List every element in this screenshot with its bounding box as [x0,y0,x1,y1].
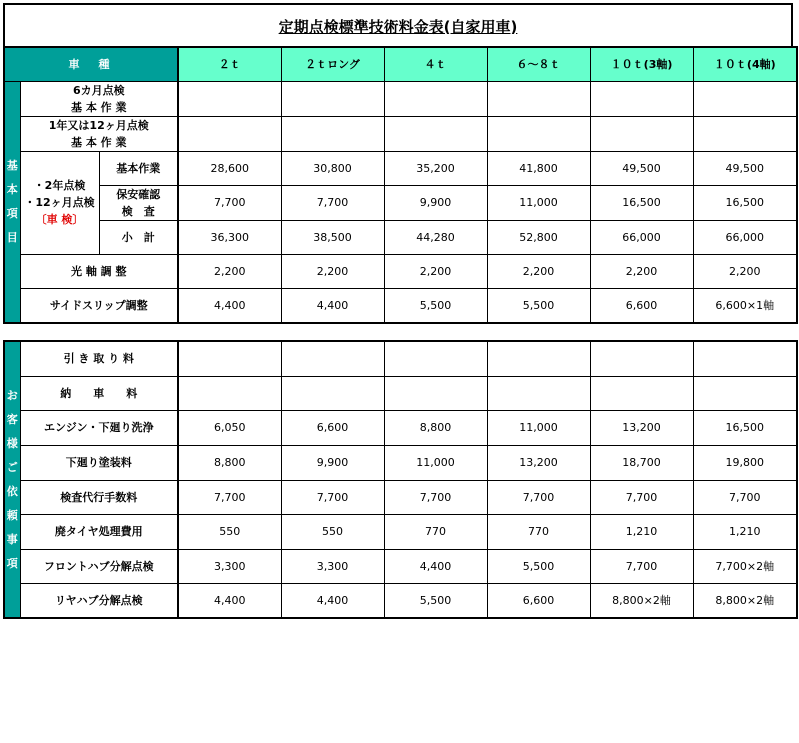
table-row [4,410,797,445]
table-cell: 6,600 [590,288,693,323]
table-cell: 8,800 [178,445,281,480]
table-cell: 770 [487,514,590,549]
basic-items-table [3,46,798,324]
table-cell: 770 [384,514,487,549]
table-row [4,81,797,116]
row-label-delivery: 納 車 料 [20,376,178,410]
table-cell: 6,600 [487,583,590,618]
table-cell: 5,500 [384,288,487,323]
vehicle-type-header: 車 種 [4,47,178,81]
table-cell: 36,300 [178,220,281,254]
table-cell: 30,800 [281,151,384,185]
table-cell: 4,400 [384,549,487,583]
table-cell [281,116,384,151]
table-cell: 16,500 [590,185,693,220]
table-row [4,151,797,185]
table-cell: 49,500 [590,151,693,185]
table-cell: 5,500 [487,288,590,323]
row-label-front-hub: フロントハブ分解点検 [20,549,178,583]
row-label-tire-disposal: 廃タイヤ処理費用 [20,514,178,549]
row-label-engine-wash: エンジン・下廻り洗浄 [20,410,178,445]
table-cell [590,341,693,376]
table-row [4,376,797,410]
row-label-basic-work: 基本作業 [99,151,178,185]
table-cell [281,341,384,376]
table-cell [178,81,281,116]
table-cell [487,116,590,151]
table-cell: 8,800×2軸 [693,583,797,618]
table-cell: 7,700 [178,185,281,220]
table-cell: 550 [178,514,281,549]
row-label-annual: 1年又は12ヶ月点検 基 本 作 業 [20,116,178,151]
table-cell: 11,000 [384,445,487,480]
table-cell: 7,700 [281,480,384,514]
table-row [4,445,797,480]
table-cell: 28,600 [178,151,281,185]
table-cell: 7,700×2軸 [693,549,797,583]
table-cell: 2,200 [281,254,384,288]
title-box [3,3,793,49]
table-cell [384,376,487,410]
table-cell: 7,700 [590,480,693,514]
row-label-subtotal: 小 計 [99,220,178,254]
table-cell: 4,400 [281,583,384,618]
table-row [4,583,797,618]
col-header-10t-3axle: １０ｔ(3軸) [590,47,693,81]
row-label-headlight: 光 軸 調 整 [20,254,178,288]
row-label-inspection-agency-fee: 検査代行手数料 [20,480,178,514]
table-cell: 11,000 [487,185,590,220]
table-cell [693,341,797,376]
customer-request-table [3,340,798,619]
table-row [4,341,797,376]
table-cell: 16,500 [693,185,797,220]
table-cell: 13,200 [590,410,693,445]
table-cell: 7,700 [178,480,281,514]
table-cell [590,116,693,151]
col-header-2t-long: ２ｔロング [281,47,384,81]
col-header-2t: ２ｔ [178,47,281,81]
table-cell: 2,200 [487,254,590,288]
table-cell [693,81,797,116]
table-row [4,514,797,549]
table-cell: 7,700 [590,549,693,583]
table-cell: 4,400 [178,288,281,323]
table-cell: 44,280 [384,220,487,254]
table-cell: 6,050 [178,410,281,445]
table-cell [384,341,487,376]
row-label-inspection-group: ・2年点検 ・12ヶ月点検 〔車 検〕 [20,151,99,254]
table-cell: 5,500 [487,549,590,583]
table-cell [178,376,281,410]
table-cell: 2,200 [178,254,281,288]
table-cell: 5,500 [384,583,487,618]
table-row [4,220,797,254]
table-cell [178,341,281,376]
table-cell: 8,800×2軸 [590,583,693,618]
table-cell [178,116,281,151]
header-row [4,47,797,81]
table-cell: 7,700 [487,480,590,514]
table-cell [590,376,693,410]
table-cell: 9,900 [281,445,384,480]
table-cell: 4,400 [178,583,281,618]
table-cell: 66,000 [693,220,797,254]
row-label-undercoat: 下廻り塗装料 [20,445,178,480]
row-label-rear-hub: リヤハブ分解点検 [20,583,178,618]
table-cell: 6,600 [281,410,384,445]
table-cell [693,116,797,151]
table-cell: 550 [281,514,384,549]
table-cell: 4,400 [281,288,384,323]
table-cell: 8,800 [384,410,487,445]
table-cell [487,341,590,376]
table-cell [384,81,487,116]
table-cell [281,376,384,410]
table-cell [487,376,590,410]
row-label-pickup: 引 き 取 り 料 [20,341,178,376]
row-label-side-slip: サイドスリップ調整 [20,288,178,323]
table-cell: 7,700 [693,480,797,514]
table-cell: 35,200 [384,151,487,185]
table-cell: 11,000 [487,410,590,445]
table-cell [384,116,487,151]
table-cell: 2,200 [590,254,693,288]
table-cell: 2,200 [384,254,487,288]
table-cell: 19,800 [693,445,797,480]
col-header-10t-4axle: １０ｔ(4軸) [693,47,797,81]
table-cell: 2,200 [693,254,797,288]
table-cell: 3,300 [281,549,384,583]
col-header-4t: ４ｔ [384,47,487,81]
table-cell: 3,300 [178,549,281,583]
table-cell: 6,600×1軸 [693,288,797,323]
table-cell: 13,200 [487,445,590,480]
table-cell [281,81,384,116]
table-cell: 18,700 [590,445,693,480]
table-cell [487,81,590,116]
table-cell: 38,500 [281,220,384,254]
side-label-customer-request: お 客 様 ご 依 頼 事 項 [4,341,20,618]
table-row [4,549,797,583]
table-cell: 1,210 [693,514,797,549]
table-row [4,288,797,323]
table-row [4,480,797,514]
table-cell [590,81,693,116]
table-row [4,185,797,220]
table-row [4,116,797,151]
table-cell: 41,800 [487,151,590,185]
col-header-6-8t: ６～８ｔ [487,47,590,81]
table-cell: 9,900 [384,185,487,220]
table-cell: 52,800 [487,220,590,254]
table-row [4,254,797,288]
table-cell: 7,700 [281,185,384,220]
table-cell: 49,500 [693,151,797,185]
side-label-basic: 基 本 項 目 [4,81,20,323]
table-cell: 66,000 [590,220,693,254]
table-cell [693,376,797,410]
table-cell: 7,700 [384,480,487,514]
page-title: 定期点検標準技術料金表(自家用車) [278,17,518,36]
table-cell: 16,500 [693,410,797,445]
table-cell: 1,210 [590,514,693,549]
row-label-six-month: 6カ月点検 基 本 作 業 [20,81,178,116]
row-label-safety-check: 保安確認 検 査 [99,185,178,220]
